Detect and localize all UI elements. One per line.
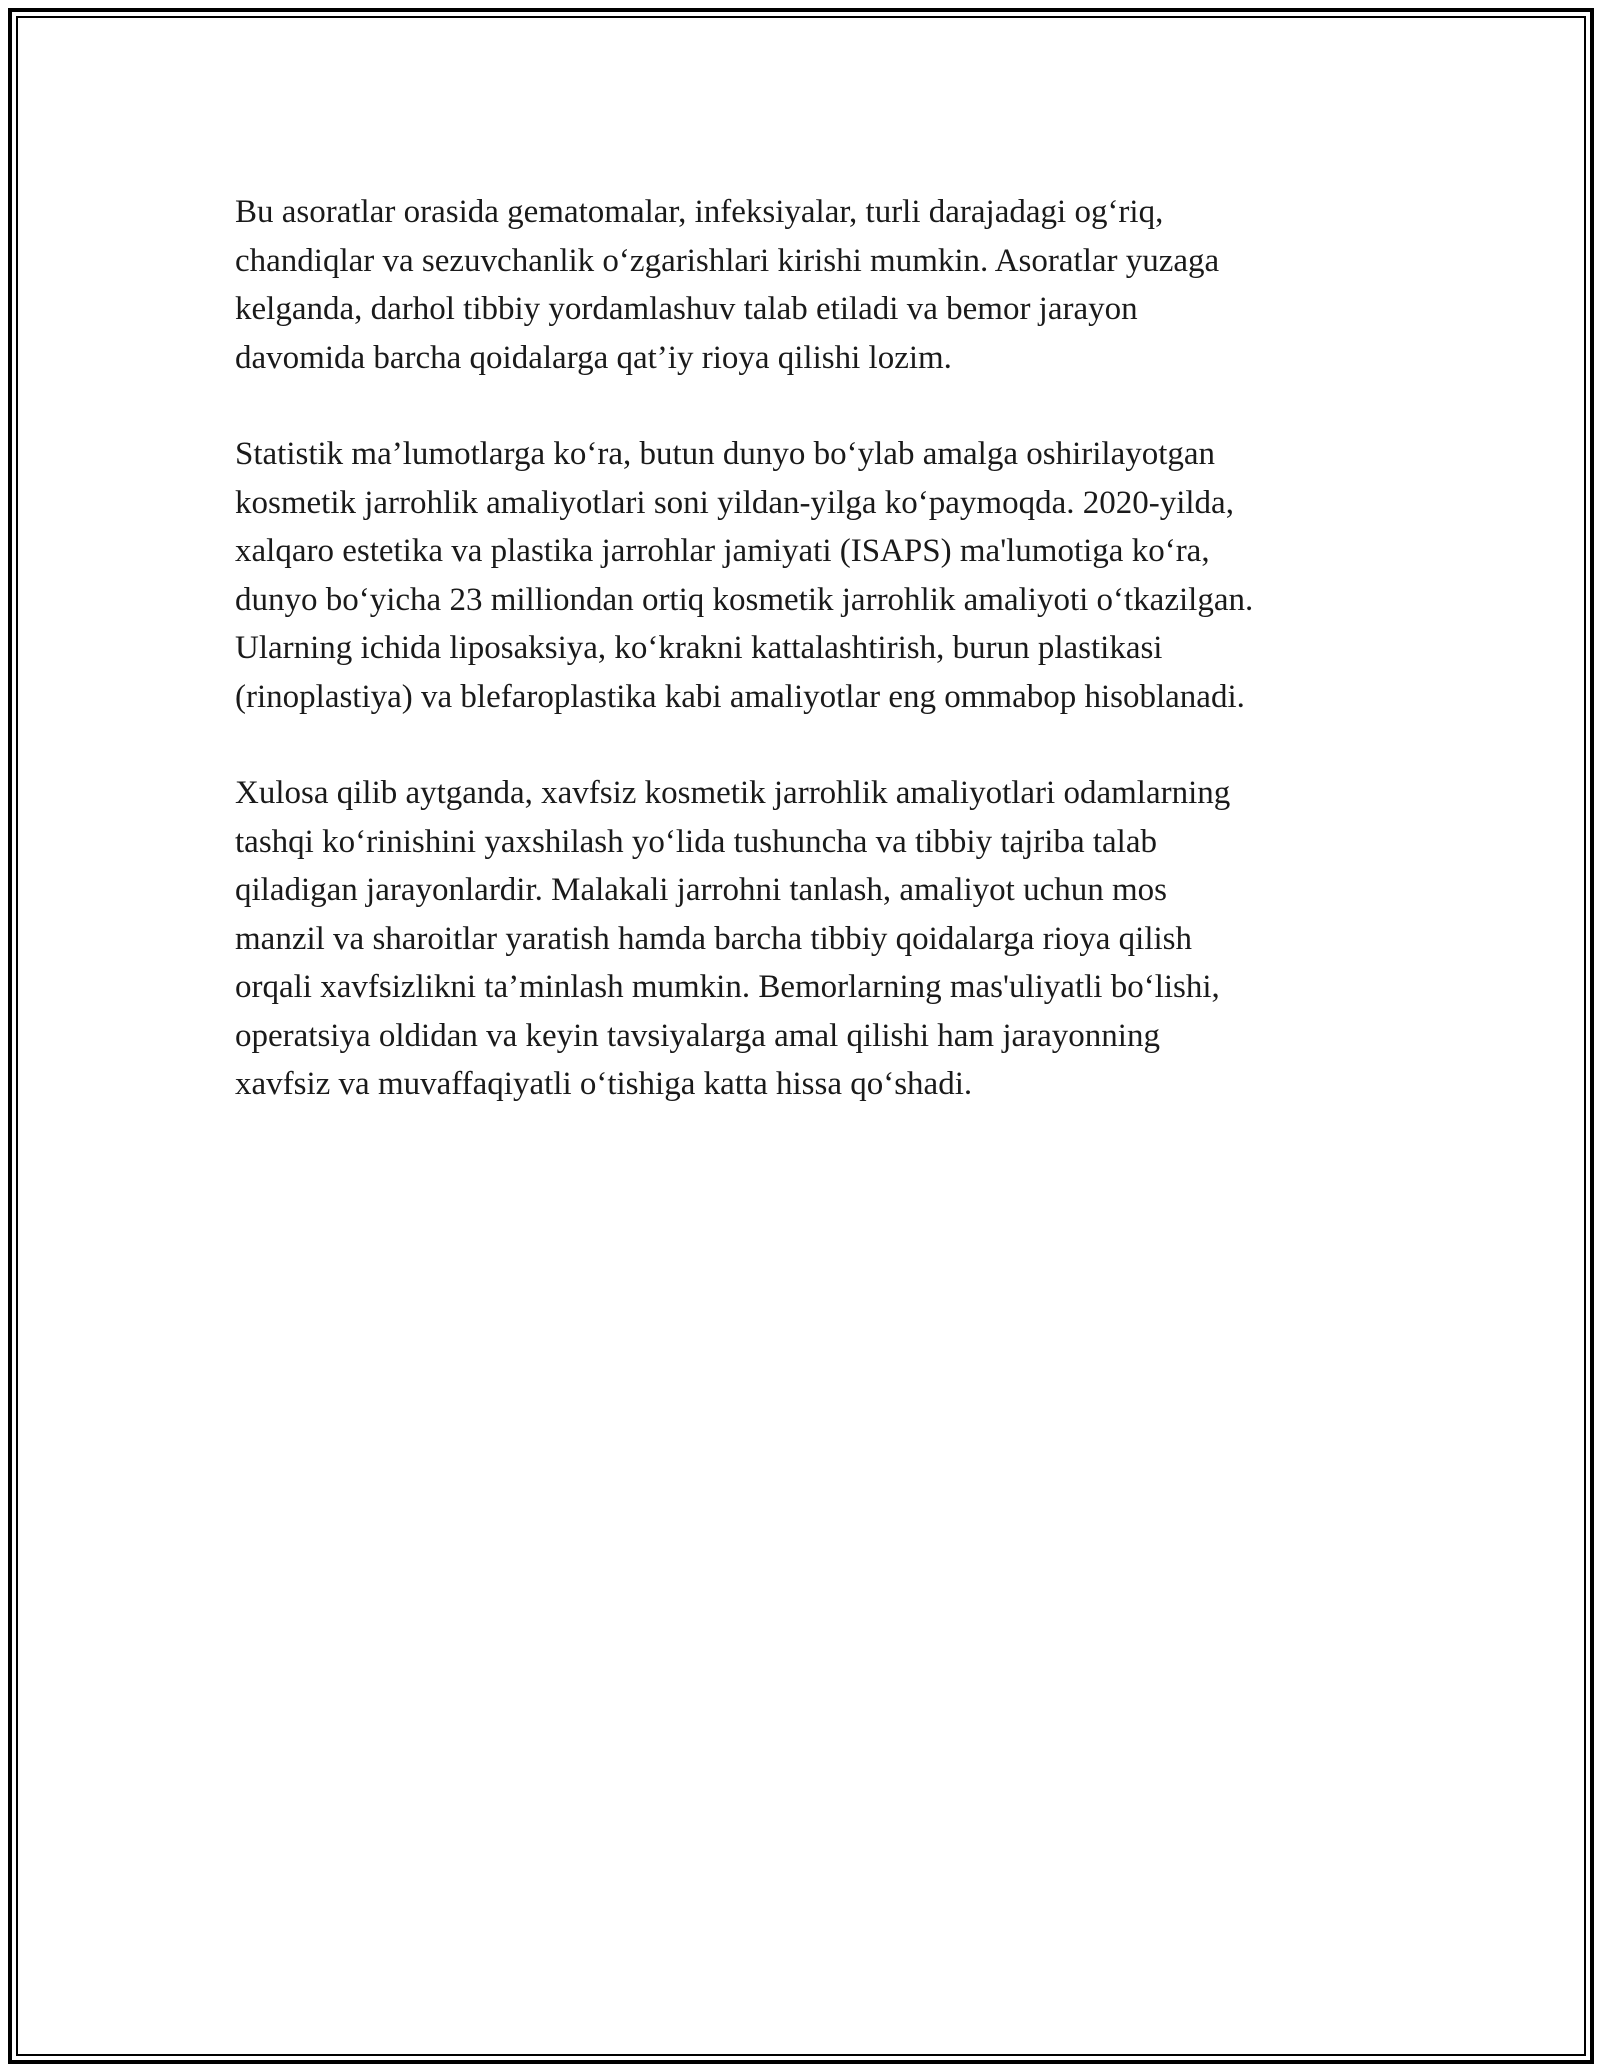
paragraph-complications: [235, 188, 1385, 382]
text-line: operatsiya oldidan va keyin tavsiyalarga amal qilishi ham jarayonning: [235, 1017, 1160, 1054]
text-line: kelganda, darhol tibbiy yordamlashuv talab etiladi va bemor jarayon: [235, 291, 1138, 327]
document-body: [235, 188, 1385, 1157]
paragraph-conclusion: [235, 769, 1385, 1109]
paragraph-statistics: [235, 430, 1385, 721]
text-line: davomida barcha qoidalarga qat’iy rioya qilishi lozim.: [235, 339, 952, 376]
text-line: qiladigan jarayonlardir. Malakali jarrohni tanlash, amaliyot uchun mos: [235, 872, 1167, 908]
text-line: Statistik ma’lumotlarga ko‘ra, butun dunyo bo‘ylab amalga oshirilayotgan: [235, 436, 1216, 472]
text-line: tashqi ko‘rinishini yaxshilash yo‘lida tushuncha va tibbiy tajriba talab: [235, 823, 1157, 860]
text-line: xalqaro estetika va plastika jarrohlar jamiyati (ISAPS) ma'lumotiga ko‘ra,: [235, 533, 1210, 569]
text-line: dunyo bo‘yicha 23 milliondan ortiq kosmetik jarrohlik amaliyoti o‘tkazilgan.: [235, 581, 1254, 618]
text-line: Xulosa qilib aytganda, xavfsiz kosmetik jarrohlik amaliyotlari odamlarning: [235, 775, 1231, 811]
text-line: (rinoplastiya) va blefaroplastika kabi amaliyotlar eng ommabop hisoblanadi.: [235, 678, 1245, 715]
text-line: chandiqlar va sezuvchanlik o‘zgarishlari kirishi mumkin. Asoratlar yuzaga: [235, 242, 1220, 279]
text-line: xavfsiz va muvaffaqiyatli o‘tishiga katta hissa qo‘shadi.: [235, 1066, 973, 1102]
text-line: orqali xavfsizlikni ta’minlash mumkin. Bemorlarning mas'uliyatli bo‘lishi,: [235, 969, 1220, 1005]
text-line: kosmetik jarrohlik amaliyotlari soni yildan-yilga ko‘paymoqda. 2020-yilda,: [235, 484, 1234, 521]
text-line: Bu asoratlar orasida gematomalar, infeksiyalar, turli darajadagi og‘riq,: [235, 194, 1164, 230]
text-line: manzil va sharoitlar yaratish hamda barcha tibbiy qoidalarga rioya qilish: [235, 920, 1192, 957]
text-line: Ularning ichida liposaksiya, ko‘krakni kattalashtirish, burun plastikasi: [235, 630, 1163, 666]
